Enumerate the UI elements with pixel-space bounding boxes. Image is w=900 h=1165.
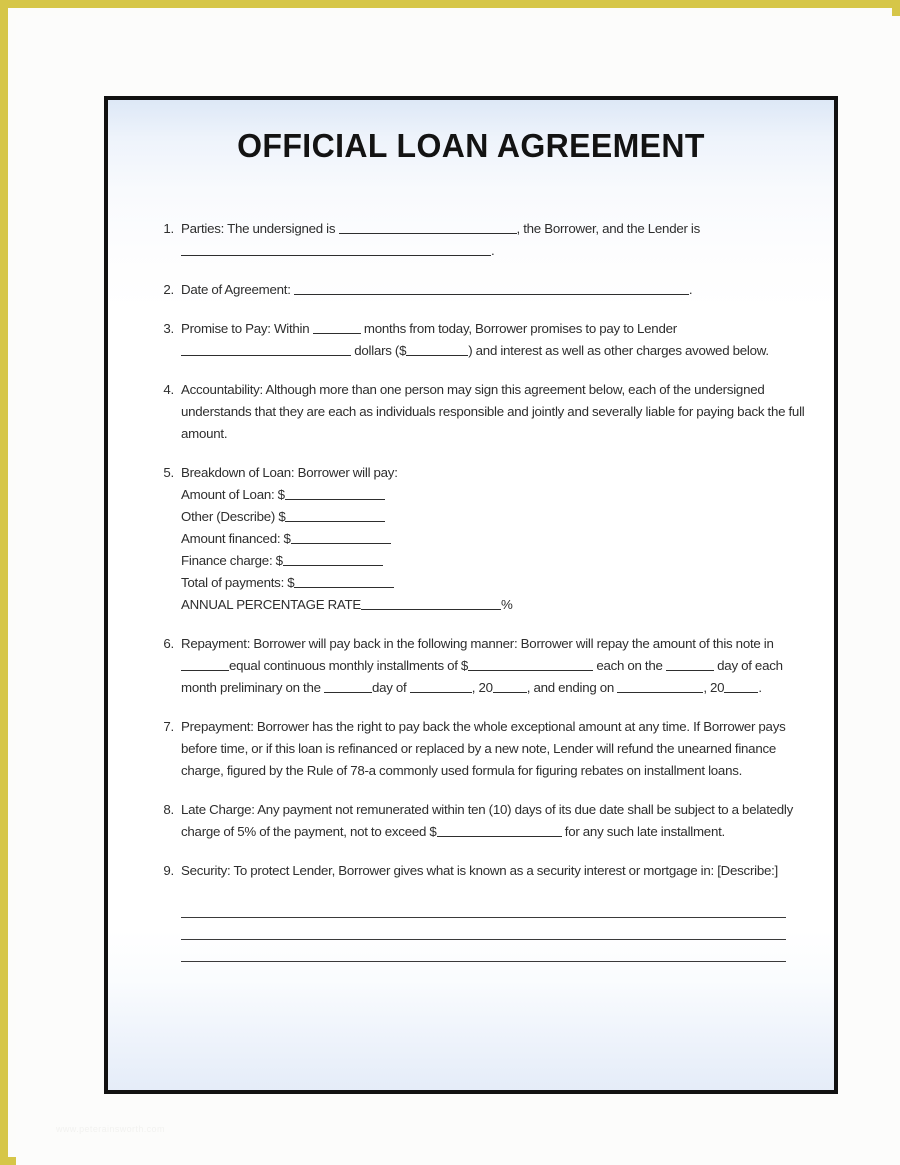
clause-segment: day of (371, 680, 410, 695)
clause-number: 5. (163, 465, 174, 480)
blank-amount-figures[interactable] (406, 342, 468, 356)
blank-first-payment-month[interactable] (410, 679, 472, 693)
clause-text (181, 462, 814, 616)
page-sheet (16, 16, 900, 1165)
apr-percent-sign: % (501, 597, 513, 612)
breakdown-label: ANNUAL PERCENTAGE RATE (181, 597, 362, 612)
clause-segment: , 20 (471, 680, 493, 695)
blank-installment-count[interactable] (181, 657, 229, 671)
clause-segment: Parties: The undersigned is (181, 221, 339, 236)
security-answer-line[interactable] (181, 896, 786, 918)
clause-promise-to-pay (154, 318, 814, 362)
site-watermark: www.peterainsworth.com (56, 1124, 165, 1134)
clause-segment: . (758, 680, 762, 695)
clause-number: 6. (163, 636, 174, 651)
clause-text (181, 218, 814, 262)
clause-prepayment (154, 716, 814, 782)
clause-text (181, 279, 814, 301)
clause-segment: Repayment: Borrower will pay back in the following manner: Borrower will repay the amount of this note in (181, 636, 774, 651)
breakdown-row-apr (181, 594, 814, 616)
clause-number: 4. (163, 382, 174, 397)
blank-other-describe[interactable] (285, 508, 385, 522)
blank-amount-of-loan[interactable] (285, 486, 385, 500)
blank-agreement-date[interactable] (294, 281, 689, 295)
breakdown-label: Other (Describe) $ (181, 509, 286, 524)
clause-segment: for any such late installment. (561, 824, 725, 839)
blank-installment-amount[interactable] (468, 657, 593, 671)
blank-amount-financed[interactable] (291, 530, 391, 544)
breakdown-row-amount-of-loan (181, 484, 814, 506)
breakdown-row-other (181, 506, 814, 528)
clause-segment: months from today, Borrower promises to pay to Lender (360, 321, 677, 336)
breakdown-row-finance-charge (181, 550, 814, 572)
blank-annual-percentage-rate[interactable] (361, 596, 501, 610)
clause-text: Prepayment: Borrower has the right to pay back the whole exceptional amount at any time. If Borrower pays before time, or if this loan is refinanced or replaced by a new note, Lender will refund the unearned finance charge, figured by the Rule of 78-a commonly used formula for figuring rebates on installment loans. (181, 719, 786, 778)
agreement-document-box (104, 96, 838, 1094)
clause-security (154, 860, 814, 962)
clause-segment: Date of Agreement: (181, 282, 294, 297)
clause-segment: day of each month preliminary on the (181, 658, 783, 695)
breakdown-label: Total of payments: $ (181, 575, 295, 590)
clause-segment: , and ending on (526, 680, 618, 695)
breakdown-heading: Breakdown of Loan: Borrower will pay: (181, 465, 398, 480)
breakdown-label: Amount of Loan: $ (181, 487, 285, 502)
clause-number: 8. (163, 802, 174, 817)
page-title: OFFICIAL LOAN AGREEMENT (237, 127, 705, 164)
clause-number: 7. (163, 719, 174, 734)
breakdown-label: Finance charge: $ (181, 553, 283, 568)
clause-text: Security: To protect Lender, Borrower gives what is known as a security interest or mortgage in: [Describe:] (181, 863, 779, 878)
clause-breakdown-of-loan (154, 462, 814, 616)
clause-segment: ) and interest as well as other charges avowed below. (468, 343, 769, 358)
clause-segment: . (688, 282, 693, 297)
blank-payment-day[interactable] (666, 657, 714, 671)
clause-text: Accountability: Although more than one person may sign this agreement below, each of the undersigned understands that they are each as individuals responsible and jointly and severally liable for paying back the full amount. (181, 382, 805, 441)
clause-number: 3. (163, 321, 174, 336)
breakdown-row-amount-financed (181, 528, 814, 550)
blank-final-payment-year[interactable] (724, 679, 758, 693)
clause-number: 2. (163, 282, 174, 297)
clause-segment: Promise to Pay: Within (181, 321, 313, 336)
breakdown-row-total-of-payments (181, 572, 814, 594)
blank-finance-charge[interactable] (283, 552, 383, 566)
blank-borrower-name[interactable] (339, 220, 517, 234)
security-answer-line[interactable] (181, 918, 786, 940)
blank-final-payment-date[interactable] (617, 679, 703, 693)
clause-text (181, 633, 814, 699)
clause-text (181, 318, 814, 362)
blank-total-of-payments[interactable] (294, 574, 394, 588)
blank-lender-name[interactable] (181, 242, 491, 256)
breakdown-label: Amount financed: $ (181, 531, 291, 546)
blank-late-charge-cap[interactable] (437, 823, 562, 837)
clause-segment: . (491, 243, 495, 258)
clause-segment: dollars ($ (351, 343, 407, 358)
clause-number: 9. (163, 863, 174, 878)
blank-first-payment-year[interactable] (493, 679, 527, 693)
clause-accountability (154, 379, 814, 445)
blank-first-payment-day[interactable] (324, 679, 372, 693)
clause-number: 1. (163, 221, 174, 236)
clause-segment: Late Charge: Any payment not remunerated within ten (10) days of its due date shall be subject to a belatedly charge of 5% of the payment, not to exceed $ (181, 802, 794, 839)
security-answer-line[interactable] (181, 940, 786, 962)
clause-segment: , the Borrower, and the Lender is (516, 221, 701, 236)
clause-repayment (154, 633, 814, 699)
clause-segment: each on the (593, 658, 666, 673)
clause-text (181, 799, 814, 843)
blank-term-months[interactable] (313, 320, 361, 334)
clause-date-of-agreement (154, 279, 814, 301)
clause-parties (154, 218, 814, 262)
clause-list (154, 218, 814, 962)
clause-late-charge (154, 799, 814, 843)
blank-amount-words[interactable] (181, 342, 351, 356)
clause-segment: equal continuous monthly installments of $ (229, 658, 469, 673)
clause-segment: , 20 (703, 680, 725, 695)
security-answer-lines (181, 896, 814, 962)
